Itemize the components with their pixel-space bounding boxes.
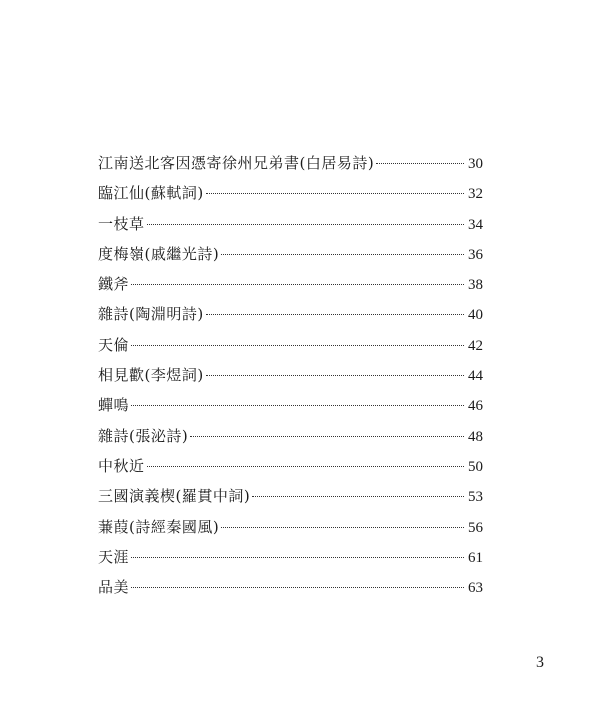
toc-entry-title: 品美 — [98, 578, 130, 597]
toc-entry[interactable] — [98, 213, 483, 243]
toc-entry-title: 臨江仙(蘇軾詞) — [98, 184, 204, 203]
toc-entry[interactable] — [98, 334, 483, 364]
toc-entry-title: 天倫 — [98, 335, 130, 354]
toc-dot-leader — [131, 557, 464, 558]
toc-entry-title: 蟬鳴 — [98, 396, 130, 415]
toc-dot-leader — [206, 314, 464, 315]
table-of-contents — [98, 152, 483, 606]
toc-entry-title: 度梅嶺(戚繼光詩) — [98, 244, 220, 263]
toc-entry-page: 50 — [468, 458, 483, 475]
toc-dot-leader — [190, 436, 464, 437]
toc-dot-leader — [131, 284, 464, 285]
toc-dot-leader — [376, 163, 464, 164]
toc-entry-page: 30 — [468, 156, 483, 172]
toc-entry-title: 鐵斧 — [98, 275, 130, 294]
toc-entry[interactable] — [98, 576, 483, 606]
toc-dot-leader — [221, 254, 464, 255]
toc-entry[interactable] — [98, 182, 483, 212]
toc-entry-page: 32 — [468, 186, 483, 203]
toc-dot-leader — [147, 466, 464, 467]
toc-entry-page: 38 — [468, 277, 483, 294]
toc-entry[interactable] — [98, 485, 483, 515]
toc-entry-page: 40 — [468, 307, 483, 324]
toc-entry[interactable] — [98, 425, 483, 455]
toc-entry[interactable] — [98, 152, 483, 182]
toc-dot-leader — [131, 405, 464, 406]
toc-dot-leader — [206, 193, 464, 194]
toc-dot-leader — [221, 527, 464, 528]
toc-entry[interactable] — [98, 303, 483, 333]
toc-entry[interactable] — [98, 516, 483, 546]
toc-dot-leader — [131, 587, 464, 588]
toc-dot-leader — [131, 345, 464, 346]
toc-entry-title: 雜詩(張泌詩) — [98, 426, 189, 445]
toc-entry[interactable] — [98, 546, 483, 576]
toc-entry-title: 蒹葭(詩經秦國風) — [98, 517, 220, 536]
toc-entry-page: 34 — [468, 216, 483, 233]
toc-dot-leader — [252, 496, 464, 497]
toc-entry[interactable] — [98, 455, 483, 485]
toc-entry[interactable] — [98, 394, 483, 424]
page-number: 3 — [536, 654, 544, 671]
toc-entry-page: 61 — [468, 549, 483, 566]
toc-entry-page: 44 — [468, 368, 483, 385]
toc-entry[interactable] — [98, 243, 483, 273]
toc-entry-title: 雜詩(陶淵明詩) — [98, 305, 204, 324]
toc-entry-title: 一枝草 — [98, 214, 145, 233]
toc-entry-title: 江南送北客因憑寄徐州兄弟書(白居易詩) — [98, 154, 375, 172]
toc-entry-title: 中秋近 — [98, 456, 145, 475]
toc-entry-page: 42 — [468, 337, 483, 354]
toc-entry-page: 48 — [468, 428, 483, 445]
toc-entry-title: 天涯 — [98, 547, 130, 566]
toc-entry-page: 56 — [468, 519, 483, 536]
toc-entry[interactable] — [98, 364, 483, 394]
toc-entry-page: 46 — [468, 398, 483, 415]
toc-dot-leader — [206, 375, 464, 376]
toc-dot-leader — [147, 224, 464, 225]
toc-entry[interactable] — [98, 273, 483, 303]
toc-entry-title: 相見歡(李煜詞) — [98, 366, 204, 385]
toc-entry-page: 63 — [468, 580, 483, 597]
toc-entry-title: 三國演義楔(羅貫中詞) — [98, 487, 251, 506]
toc-entry-page: 53 — [468, 489, 483, 506]
toc-entry-page: 36 — [468, 246, 483, 263]
